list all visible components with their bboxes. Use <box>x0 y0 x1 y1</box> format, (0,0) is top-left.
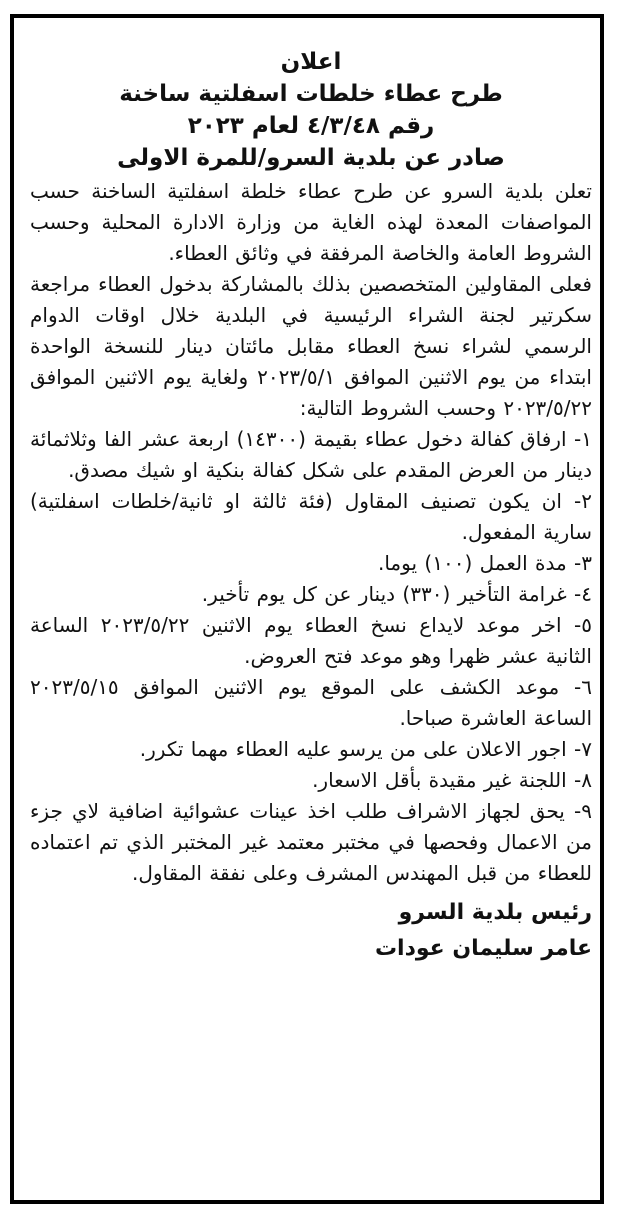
condition-item: ٢- ان يكون تصنيف المقاول (فئة ثالثة او ثانية/خلطات اسفلتية) سارية المفعول. <box>30 489 592 544</box>
announcement-title: اعلان <box>280 49 342 75</box>
announcement-body <box>30 176 592 889</box>
participation-paragraph: فعلى المقاولين المتخصصين بذلك بالمشاركة بدخول العطاء مراجعة سكرتير لجنة الشراء الرئيسية في البلدية خلال اوقات الدوام الرسمي لشراء نسخ العطاء مقابل مائتان دينار للنسخة الواحدة ابتداء من يوم الاثنين الموافق ٢٠٢٣/٥/١ ولغاية يوم الاثنين الموافق ٢٠٢٣/٥/٢٢ وحسب الشروط التالية: <box>30 272 592 420</box>
condition-item: ٨- اللجنة غير مقيدة بأقل الاسعار. <box>312 768 592 792</box>
conditions-list <box>30 424 592 889</box>
condition-item: ١- ارفاق كفالة دخول عطاء بقيمة (١٤٣٠٠) اربعة عشر الفا وثلاثمائة دينار من العرض المقدم على شكل كفالة بنكية او شيك مصدق. <box>30 427 592 482</box>
announcement-frame <box>10 14 604 1204</box>
condition-item: ٤- غرامة التأخير (٣٣٠) دينار عن كل يوم تأخير. <box>201 582 592 606</box>
issuer-line: صادر عن بلدية السرو/للمرة الاولى <box>117 145 505 171</box>
signatory-role: رئيس بلدية السرو <box>398 900 592 925</box>
condition-item: ٧- اجور الاعلان على من يرسو عليه العطاء مهما تكرر. <box>139 737 592 761</box>
intro-paragraph: تعلن بلدية السرو عن طرح عطاء خلطة اسفلتية الساخنة حسب المواصفات المعدة لهذه الغاية من وزارة الادارة المحلية وحسب الشروط العامة والخاصة المرفقة في وثائق العطاء. <box>30 179 592 265</box>
condition-item: ٥- اخر موعد لايداع نسخ العطاء يوم الاثنين ٢٠٢٣/٥/٢٢ الساعة الثانية عشر ظهرا وهو موعد فتح العروض. <box>30 613 592 668</box>
condition-item: ٩- يحق لجهاز الاشراف طلب اخذ عينات عشوائية اضافية لاي جزء من الاعمال وفحصها في مختبر معتمد غير المختبر الذي تم اعتماده للعطاء من قبل المهندس المشرف وعلى نفقة المقاول. <box>30 799 592 885</box>
condition-item: ٦- موعد الكشف على الموقع يوم الاثنين الموافق ٢٠٢٣/٥/١٥ الساعة العاشرة صباحا. <box>30 675 592 730</box>
tender-number: رقم ٤/٣/٤٨ لعام ٢٠٢٣ <box>187 113 435 139</box>
signature-block <box>30 895 592 967</box>
tender-subtitle: طرح عطاء خلطات اسفلتية ساخنة <box>119 81 503 107</box>
announcement-content <box>30 46 592 1190</box>
condition-item: ٣- مدة العمل (١٠٠) يوما. <box>377 551 592 575</box>
announcement-header <box>30 46 592 174</box>
signatory-name: عامر سليمان عودات <box>374 936 592 961</box>
